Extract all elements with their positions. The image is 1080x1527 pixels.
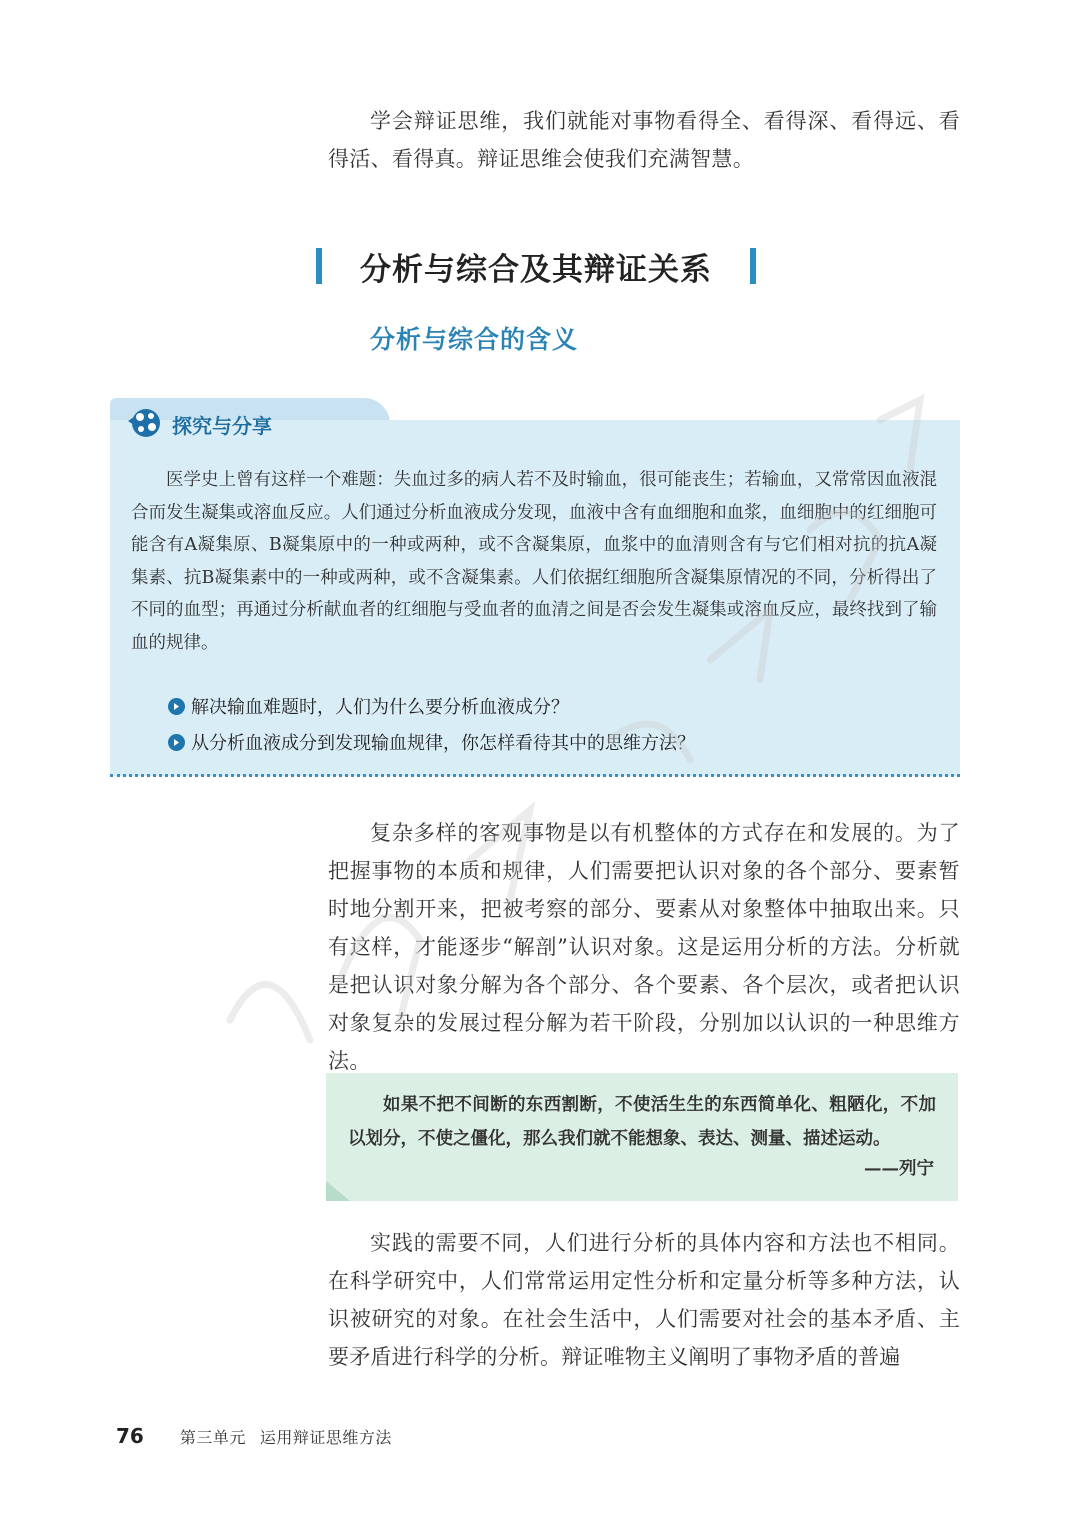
footer-chapter	[180, 1425, 392, 1448]
flask-icon	[126, 405, 162, 443]
quote-fold-corner	[326, 1181, 350, 1201]
quote-text-block	[348, 1088, 936, 1156]
intro-text: 学会辩证思维，我们就能对事物看得全、看得深、看得远、看得活、看得真。辩证思维会使我们充满智慧。	[328, 109, 960, 171]
heading-bar-left	[316, 248, 322, 284]
body-paragraph-2-text: 实践的需要不同，人们进行分析的具体内容和方法也不相同。在科学研究中，人们常常运用定性分析和定量分析等多种方法，认识被研究的对象。在社会生活中，人们需要对社会的基本矛盾、主要矛盾进行科学的分析。辩证唯物主义阐明了事物矛盾的普遍	[328, 1231, 960, 1369]
intro-paragraph	[328, 102, 960, 178]
section-heading	[310, 240, 762, 292]
section-subtitle: 分析与综合的含义	[370, 325, 579, 354]
body-paragraph-1-text: 复杂多样的客观事物是以有机整体的方式存在和发展的。为了把握事物的本质和规律，人们需要把认识对象的各个部分、要素暂时地分割开来，把被考察的部分、要素从对象整体中抽取出来。只有这样，才能逐步“解剖”认识对象。这是运用分析的方法。分析就是把认识对象分解为各个部分、各个要素、各个层次，或者把认识对象复杂的发展过程分解为若干阶段，分别加以认识的一种思维方法。	[328, 821, 960, 1073]
explore-title: 探究与分享	[172, 413, 272, 438]
explore-paragraph-text: 医学史上曾有这样一个难题：失血过多的病人若不及时输血，很可能丧生；若输血，又常常因血液混合而发生凝集或溶血反应。人们通过分析血液成分发现，血液中含有血细胞和血浆，血细胞中的红细胞可能含有A凝集原、B凝集原中的一种或两种，或不含凝集原，血浆中的血清则含有与它们相对抗的抗A凝集素、抗B凝集素中的一种或两种，或不含凝集素。人们依据红细胞所含凝集原情况的不同，分析得出了不同的血型；再通过分析献血者的红细胞与受血者的血清之间是否会发生凝集或溶血反应，最终找到了输血的规律。	[131, 470, 937, 653]
explore-header	[126, 406, 272, 442]
section-title: 分析与综合及其辩证关系	[360, 251, 712, 288]
explore-paragraph	[131, 464, 937, 659]
question-item	[168, 693, 569, 719]
quote-text: 如果不把不间断的东西割断，不使活生生的东西简单化、粗陋化，不加以划分，不使之僵化，那么我们就不能想象、表达、测量、描述运动。	[348, 1095, 936, 1149]
question-text: 解决输血难题时，人们为什么要分析血液成分？	[191, 697, 569, 718]
page-footer	[116, 1424, 392, 1448]
footer-chapter-title: 运用辩证思维方法	[259, 1428, 392, 1447]
quote-author: ——列宁	[864, 1159, 934, 1179]
question-text: 从分析血液成分到发现输血规律，你怎样看待其中的思维方法？	[191, 733, 695, 754]
body-paragraph-2	[328, 1224, 960, 1376]
page-number: 76	[116, 1424, 144, 1448]
question-item	[168, 729, 695, 755]
heading-bar-right	[750, 248, 756, 284]
arrow-right-icon	[168, 734, 185, 751]
footer-unit: 第三单元	[179, 1428, 246, 1447]
body-paragraph-1	[328, 814, 960, 1080]
arrow-right-icon	[168, 698, 185, 715]
explore-divider	[110, 774, 960, 777]
